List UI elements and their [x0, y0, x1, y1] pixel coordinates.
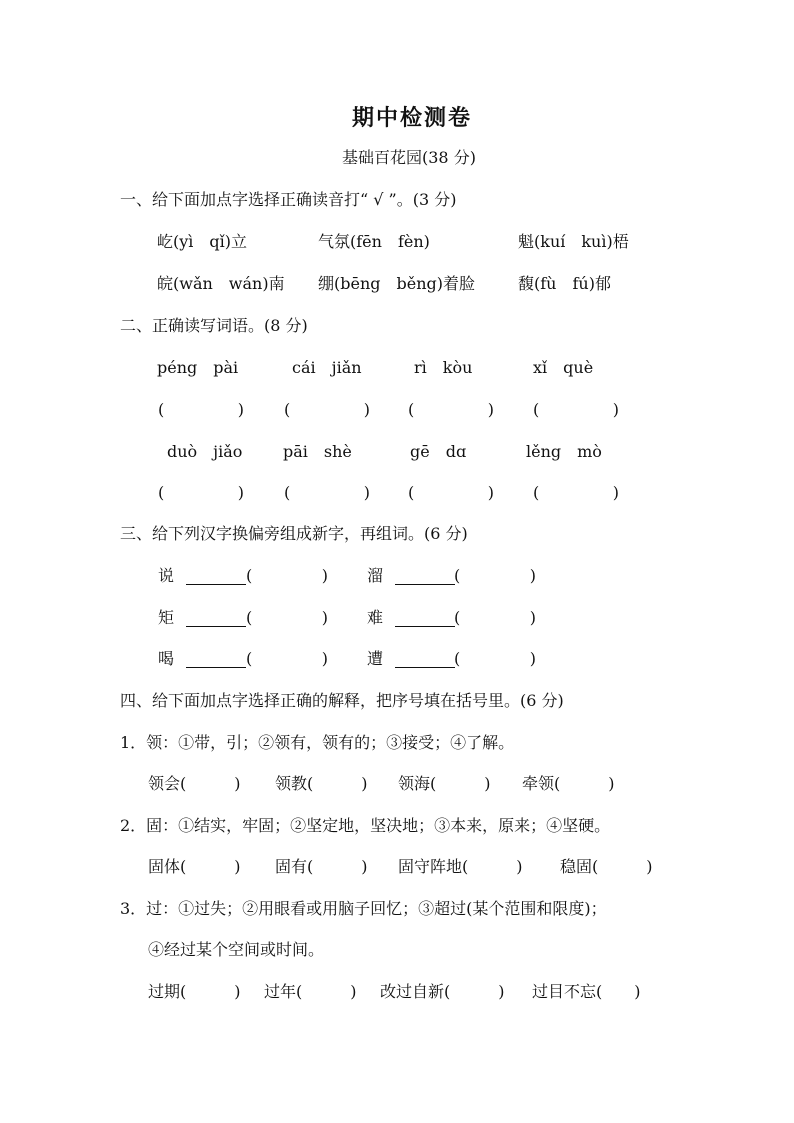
answer-box[interactable]: [284, 483, 370, 503]
question1-item[interactable]: 领会( ): [148, 774, 241, 793]
question3-item[interactable]: 改过自新( ): [380, 982, 505, 1001]
open-paren: (: [246, 566, 253, 585]
close-paren: ): [487, 483, 494, 502]
open-paren: (: [533, 483, 540, 502]
question1-item[interactable]: 领海( ): [398, 774, 491, 793]
pinyin-label: péng pài: [157, 358, 239, 377]
open-paren: (: [246, 649, 253, 668]
question3-item[interactable]: 过年( ): [264, 982, 357, 1001]
answer-blank[interactable]: [186, 570, 246, 585]
char-item: 矩: [158, 608, 175, 627]
answer-box[interactable]: [284, 400, 370, 420]
section1-item: 屹(yì qǐ)立: [157, 232, 248, 251]
section3-heading: 三、给下列汉字换偏旁组成新字，再组词。(6 分): [120, 524, 468, 543]
close-paren: ): [321, 608, 328, 627]
close-paren: ): [321, 566, 328, 585]
answer-box[interactable]: [533, 400, 619, 420]
open-paren: (: [284, 400, 291, 419]
question1-item[interactable]: 领教( ): [275, 774, 368, 793]
pinyin-label: gē dɑ: [410, 442, 467, 461]
pinyin-label: xǐ què: [533, 358, 594, 377]
question3-definition-cont: ④经过某个空间或时间。: [148, 940, 325, 959]
answer-box[interactable]: [246, 566, 328, 586]
answer-box[interactable]: [158, 400, 244, 420]
answer-box[interactable]: [246, 608, 328, 628]
answer-box[interactable]: [454, 649, 536, 669]
char-item: 溜: [367, 566, 384, 585]
answer-box[interactable]: [454, 566, 536, 586]
close-paren: ): [363, 483, 370, 502]
char-item: 说: [158, 566, 175, 585]
close-paren: ): [363, 400, 370, 419]
answer-blank[interactable]: [395, 612, 455, 627]
open-paren: (: [454, 566, 461, 585]
close-paren: ): [237, 400, 244, 419]
question3-item[interactable]: 过期( ): [148, 982, 241, 1001]
close-paren: ): [487, 400, 494, 419]
close-paren: ): [237, 483, 244, 502]
char-item: 难: [367, 608, 384, 627]
section4-heading: 四、给下面加点字选择正确的解释，把序号填在括号里。(6 分): [120, 691, 564, 710]
char-item: 喝: [158, 649, 175, 668]
pinyin-label: cái jiǎn: [292, 358, 362, 377]
question2-item[interactable]: 稳固( ): [560, 857, 653, 876]
section2-heading: 二、正确读写词语。(8 分): [120, 316, 308, 335]
section-subtitle: 基础百花园(38 分): [342, 148, 476, 167]
pinyin-label: duò jiǎo: [167, 442, 243, 461]
open-paren: (: [533, 400, 540, 419]
open-paren: (: [454, 649, 461, 668]
section1-item: 气氛(fēn fèn): [318, 232, 430, 251]
pinyin-label: pāi shè: [283, 442, 352, 461]
question1-item[interactable]: 牵领( ): [522, 774, 615, 793]
answer-box[interactable]: [408, 400, 494, 420]
answer-box[interactable]: [408, 483, 494, 503]
close-paren: ): [612, 483, 619, 502]
section1-item: 馥(fù fú)郁: [518, 274, 611, 293]
pinyin-label: lěng mò: [526, 442, 602, 461]
page-title: 期中检测卷: [352, 105, 473, 131]
question2-item[interactable]: 固守阵地( ): [398, 857, 523, 876]
answer-blank[interactable]: [186, 612, 246, 627]
close-paren: ): [529, 566, 536, 585]
question1-definition: 1．领：①带，引；②领有，领有的；③接受；④了解。: [120, 733, 515, 752]
char-item: 遭: [367, 649, 384, 668]
question2-definition: 2．固：①结实，牢固；②坚定地，坚决地；③本来，原来；④坚硬。: [120, 816, 611, 835]
open-paren: (: [408, 400, 415, 419]
close-paren: ): [529, 649, 536, 668]
answer-box[interactable]: [533, 483, 619, 503]
open-paren: (: [454, 608, 461, 627]
open-paren: (: [158, 483, 165, 502]
section1-item: 皖(wǎn wán)南: [157, 274, 285, 293]
question2-item[interactable]: 固有( ): [275, 857, 368, 876]
open-paren: (: [408, 483, 415, 502]
open-paren: (: [246, 608, 253, 627]
answer-blank[interactable]: [186, 653, 246, 668]
close-paren: ): [612, 400, 619, 419]
answer-blank[interactable]: [395, 653, 455, 668]
answer-box[interactable]: [246, 649, 328, 669]
section1-heading: 一、给下面加点字选择正确读音打“ √ ”。(3 分): [120, 190, 457, 209]
open-paren: (: [284, 483, 291, 502]
answer-box[interactable]: [158, 483, 244, 503]
close-paren: ): [321, 649, 328, 668]
question3-definition: 3．过：①过失；②用眼看或用脑子回忆；③超过(某个范围和限度)；: [120, 899, 607, 918]
answer-box[interactable]: [454, 608, 536, 628]
answer-blank[interactable]: [395, 570, 455, 585]
open-paren: (: [158, 400, 165, 419]
section1-item: 魁(kuí kuì)梧: [518, 232, 629, 251]
pinyin-label: rì kòu: [414, 358, 473, 377]
close-paren: ): [529, 608, 536, 627]
section1-item: 绷(bēng běng)着脸: [318, 274, 476, 293]
question2-item[interactable]: 固体( ): [148, 857, 241, 876]
question3-item[interactable]: 过目不忘( ): [532, 982, 641, 1001]
